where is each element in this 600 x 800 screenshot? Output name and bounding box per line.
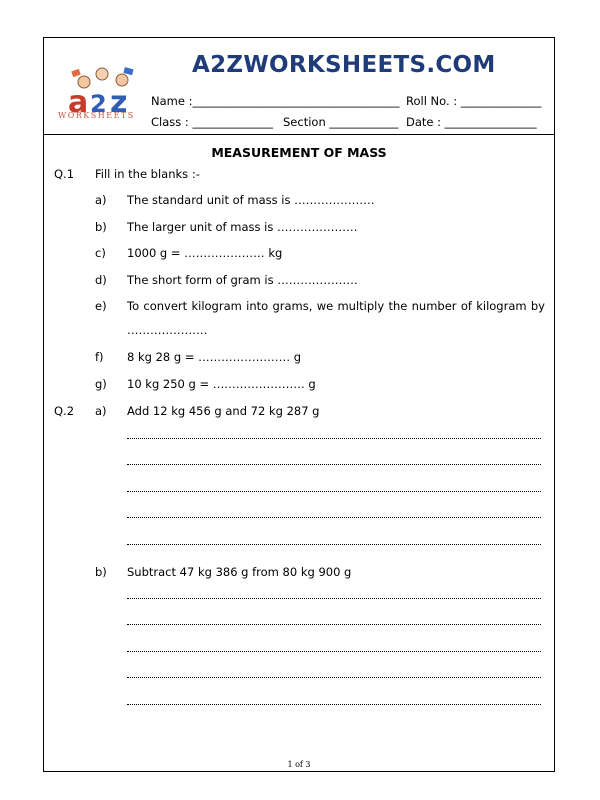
fill-blank-item[interactable]: The standard unit of mass is ………………… — [127, 193, 375, 207]
item-label: e) — [95, 299, 107, 313]
svg-text:2: 2 — [90, 90, 107, 118]
class-field[interactable]: Class : ______________ — [151, 115, 273, 129]
answer-line[interactable] — [127, 544, 541, 545]
item-label: g) — [95, 377, 107, 391]
worksheet-frame — [43, 37, 555, 772]
item-label: a) — [95, 404, 107, 418]
answer-line[interactable] — [127, 517, 541, 518]
section-field[interactable]: Section ____________ — [283, 115, 399, 129]
answer-line[interactable] — [127, 598, 541, 599]
answer-line[interactable] — [127, 704, 541, 705]
fill-blank-item[interactable]: 10 kg 250 g = …………………… g — [127, 377, 316, 391]
worksheet-header — [44, 38, 554, 135]
logo-text: WORKSHEETS — [58, 111, 135, 120]
answer-line[interactable] — [127, 651, 541, 652]
roll-no-field[interactable]: Roll No. : ______________ — [406, 94, 542, 108]
fill-blank-continuation[interactable]: ………………… — [127, 323, 208, 337]
svg-text:a: a — [68, 85, 89, 120]
question-text: Add 12 kg 456 g and 72 kg 287 g — [127, 404, 320, 418]
answer-line[interactable] — [127, 438, 541, 439]
date-field[interactable]: Date : ________________ — [406, 115, 537, 129]
page-number: 1 of 3 — [287, 760, 311, 769]
site-title: A2ZWORKSHEETS.COM — [192, 52, 496, 78]
answer-line[interactable] — [127, 624, 541, 625]
item-label: c) — [95, 246, 106, 260]
item-label: b) — [95, 565, 107, 579]
q1-instruction: Fill in the blanks :- — [95, 167, 200, 181]
fill-blank-item[interactable]: To convert kilogram into grams, we multiply the number of kilogram by — [127, 299, 545, 313]
answer-line[interactable] — [127, 677, 541, 678]
item-label: d) — [95, 273, 107, 287]
question-text: Subtract 47 kg 386 g from 80 kg 900 g — [127, 565, 352, 579]
svg-text:z: z — [110, 85, 128, 120]
name-field[interactable]: Name :____________________________________ — [151, 94, 400, 108]
item-label: f) — [95, 350, 104, 364]
fill-blank-item[interactable]: The larger unit of mass is ………………… — [127, 220, 358, 234]
page-title: MEASUREMENT OF MASS — [211, 145, 387, 160]
question-number: Q.2 — [54, 404, 75, 418]
item-label: a) — [95, 193, 107, 207]
question-number: Q.1 — [54, 167, 75, 181]
a2z-logo-icon — [64, 64, 142, 130]
fill-blank-item[interactable]: 1000 g = ………………… kg — [127, 246, 283, 260]
answer-line[interactable] — [127, 464, 541, 465]
fill-blank-item[interactable]: The short form of gram is ………………… — [127, 273, 358, 287]
fill-blank-item[interactable]: 8 kg 28 g = …………………… g — [127, 350, 302, 364]
item-label: b) — [95, 220, 107, 234]
answer-line[interactable] — [127, 491, 541, 492]
